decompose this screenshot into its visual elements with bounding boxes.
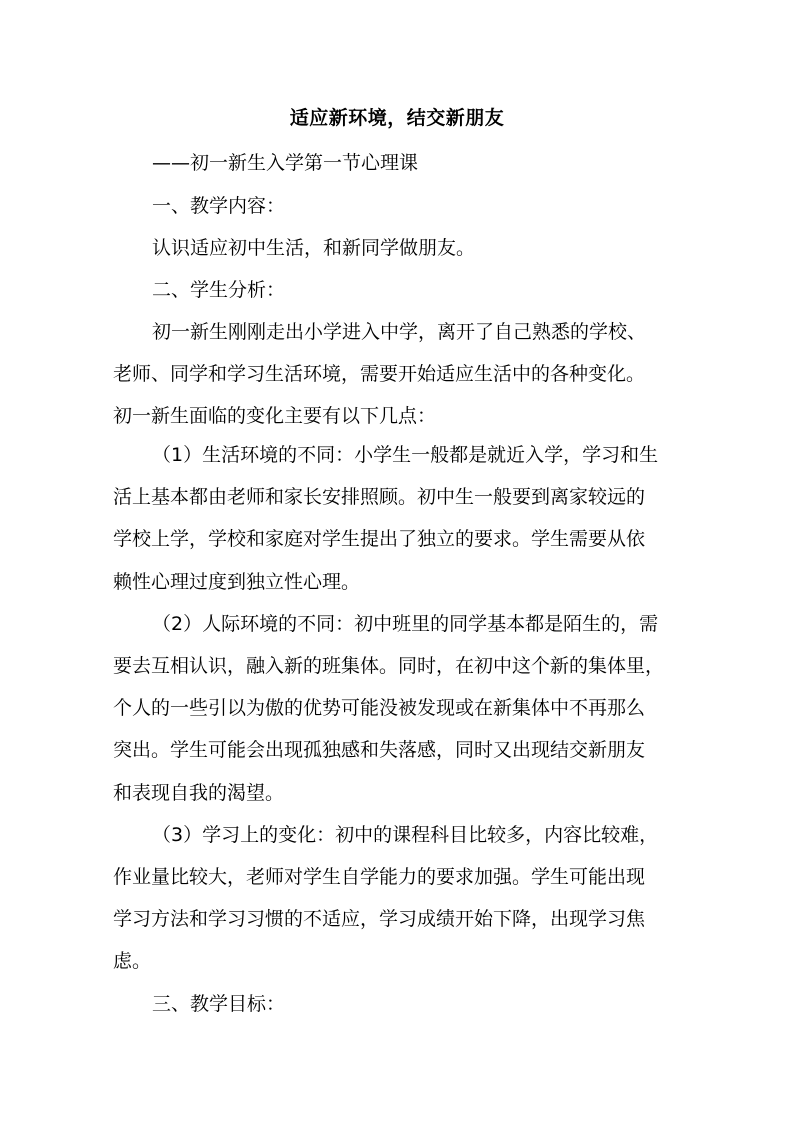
list-item-line: 要去互相认识，融入新的班集体。同时，在初中这个新的集体里， [113,655,665,677]
list-item-line: 活上基本都由老师和家长安排照顾。初中生一般要到离家较远的 [113,486,646,508]
paragraph-line: 初一新生刚刚走出小学进入中学，离开了自己熟悉的学校、 [152,321,647,343]
list-item-line: 赖性心理过度到独立性心理。 [113,571,361,593]
paragraph-line: 初一新生面临的变化主要有以下几点： [113,405,437,427]
list-item-line: 学习方法和学习习惯的不适应，学习成绩开始下降，出现学习焦 [113,908,646,930]
list-item-line: 个人的一些引以为傲的优势可能没被发现或在新集体中不再那么 [113,697,646,719]
list-item-line: （1）生活环境的不同：小学生一般都是就近入学，学习和生 [152,444,659,466]
list-item-line: 作业量比较大，老师对学生自学能力的要求加强。学生可能出现 [113,866,646,888]
list-item-line: 虑。 [113,950,152,972]
section-heading-analysis: 二、学生分析： [152,279,286,301]
section-heading-content: 一、教学内容： [152,195,286,217]
list-item-line: 和表现自我的渴望。 [113,782,285,804]
document-subtitle: ——初一新生入学第一节心理课 [152,152,419,174]
list-item-line: 学校上学，学校和家庭对学生提出了独立的要求。学生需要从依 [113,528,646,550]
document-title: 适应新环境，结交新朋友 [289,107,505,129]
list-item-line: （3）学习上的变化：初中的课程科目比较多，内容比较难， [152,824,659,846]
list-item-line: 突出。学生可能会出现孤独感和失落感，同时又出现结交新朋友 [113,739,646,761]
section-text-content: 认识适应初中生活，和新同学做朋友。 [152,237,476,259]
section-heading-goals: 三、教学目标： [152,993,286,1015]
paragraph-line: 老师、同学和学习生活环境，需要开始适应生活中的各种变化。 [113,363,646,385]
list-item-line: （2）人际环境的不同：初中班里的同学基本都是陌生的，需 [152,613,659,635]
